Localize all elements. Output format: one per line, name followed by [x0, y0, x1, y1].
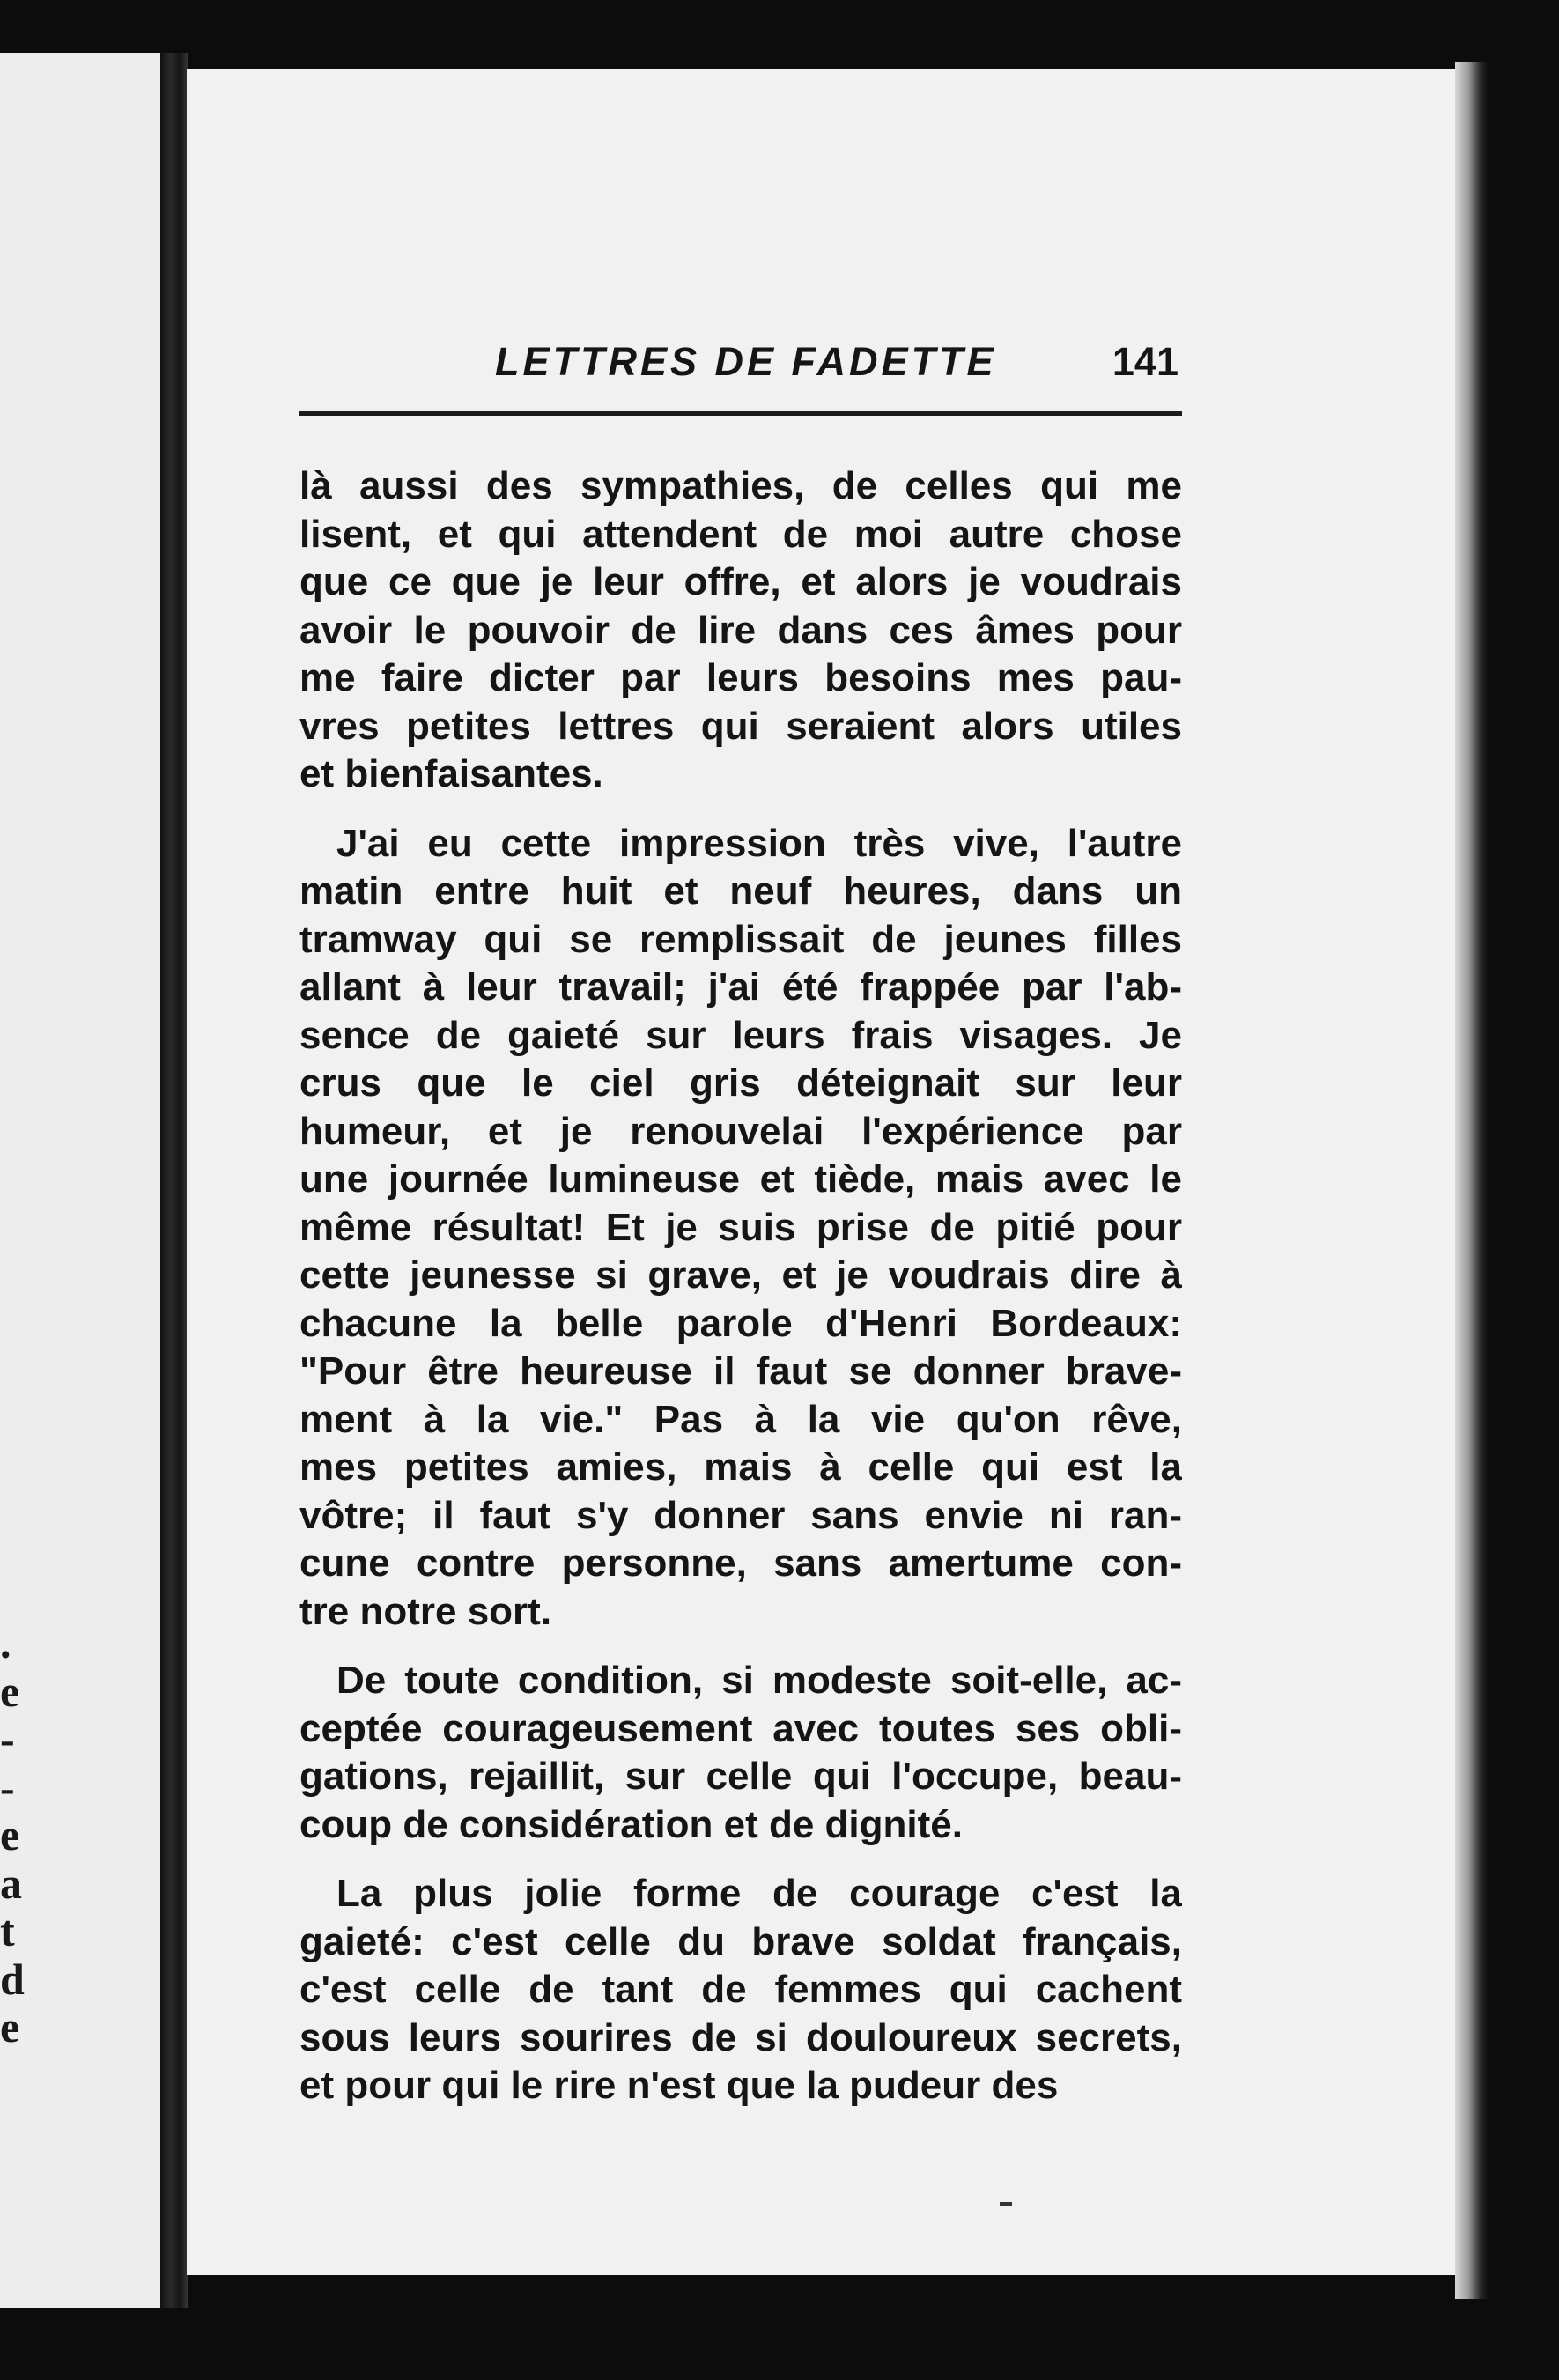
- text-line: gaieté: c'est celle du brave soldat français,: [299, 1919, 1182, 1963]
- text-line: allant à leur travail; j'ai été frappée par l'ab-: [299, 965, 1182, 1009]
- text-line: mes petites amies, mais à celle qui est la: [299, 1445, 1182, 1489]
- text-line: c'est celle de tant de femmes qui cachent: [299, 1968, 1182, 2011]
- text-line: vôtre; il faut s'y donner sans envie ni ran-: [299, 1493, 1182, 1537]
- text-line: De toute condition, si modeste soit-elle, ac-: [336, 1659, 1182, 1702]
- left-fragment: e: [0, 1811, 20, 1859]
- text-line: chacune la belle parole d'Henri Bordeaux:: [299, 1301, 1182, 1345]
- paragraph: [299, 1870, 1182, 2110]
- text-line: ceptée courageusement avec toutes ses obli-: [299, 1706, 1182, 1750]
- header-rule: [299, 411, 1182, 416]
- text-line: là aussi des sympathies, de celles qui me: [299, 464, 1182, 507]
- paragraph: [299, 1657, 1182, 1849]
- text-line: coup de considération et de dignité.: [299, 1802, 963, 1846]
- text-line: cune contre personne, sans amertume con-: [299, 1541, 1182, 1585]
- left-fragment: e: [0, 2003, 20, 2051]
- text-line: ment à la vie." Pas à la vie qu'on rêve,: [299, 1397, 1182, 1441]
- scan-speck: [1000, 2202, 1012, 2206]
- left-fragment: a: [0, 1859, 22, 1907]
- text-line: même résultat! Et je suis prise de pitié pour: [299, 1205, 1182, 1249]
- paragraph: [299, 820, 1182, 1637]
- text-line: gations, rejaillit, sur celle qui l'occupe, beau-: [299, 1755, 1182, 1798]
- text-line: cette jeunesse si grave, et je voudrais dire à: [299, 1253, 1182, 1297]
- page-header: [299, 339, 1182, 401]
- text-line: La plus jolie forme de courage c'est la: [336, 1872, 1182, 1915]
- page-number: 141: [1112, 339, 1178, 384]
- text-line: vres petites lettres qui seraient alors utiles: [299, 704, 1182, 748]
- text-line: me faire dicter par leurs besoins mes pau-: [299, 656, 1182, 699]
- text-line: lisent, et qui attendent de moi autre chose: [299, 512, 1182, 556]
- text-line: sence de gaieté sur leurs frais visages. Je: [299, 1013, 1182, 1057]
- paragraph: [299, 462, 1182, 799]
- left-fragment: -: [0, 1715, 15, 1763]
- text-line: crus que le ciel gris déteignait sur leur: [299, 1061, 1182, 1105]
- text-line: J'ai eu cette impression très vive, l'autre: [336, 821, 1182, 865]
- left-fragment: d: [0, 1955, 25, 2003]
- text-line: et pour qui le rire n'est que la pudeur des: [299, 2064, 1059, 2107]
- left-fragment: -: [0, 1763, 15, 1811]
- text-line: avoir le pouvoir de lire dans ces âmes pour: [299, 608, 1182, 652]
- left-fragment: .: [0, 1619, 11, 1667]
- body-text: [299, 462, 1182, 2110]
- page-edge-shadow: [1455, 62, 1489, 2299]
- left-fragment: e: [0, 1667, 20, 1715]
- text-line: tramway qui se remplissait de jeunes filles: [299, 917, 1182, 961]
- running-title: LETTRES DE FADETTE: [495, 339, 997, 384]
- left-fragment: t: [0, 1907, 15, 1955]
- text-line: tre notre sort.: [299, 1589, 552, 1633]
- text-line: matin entre huit et neuf heures, dans un: [299, 869, 1182, 913]
- text-line: et bienfaisantes.: [299, 752, 603, 795]
- text-line: humeur, et je renouvelai l'expérience par: [299, 1109, 1182, 1153]
- left-page-text-fragments: [0, 1619, 25, 2051]
- book-gutter: [160, 53, 188, 2308]
- text-line: une journée lumineuse et tiède, mais avec le: [299, 1157, 1182, 1201]
- text-line: "Pour être heureuse il faut se donner brave-: [299, 1349, 1182, 1393]
- text-line: que ce que je leur offre, et alors je voudrais: [299, 560, 1182, 603]
- text-line: sous leurs sourires de si douloureux secrets,: [299, 2015, 1182, 2059]
